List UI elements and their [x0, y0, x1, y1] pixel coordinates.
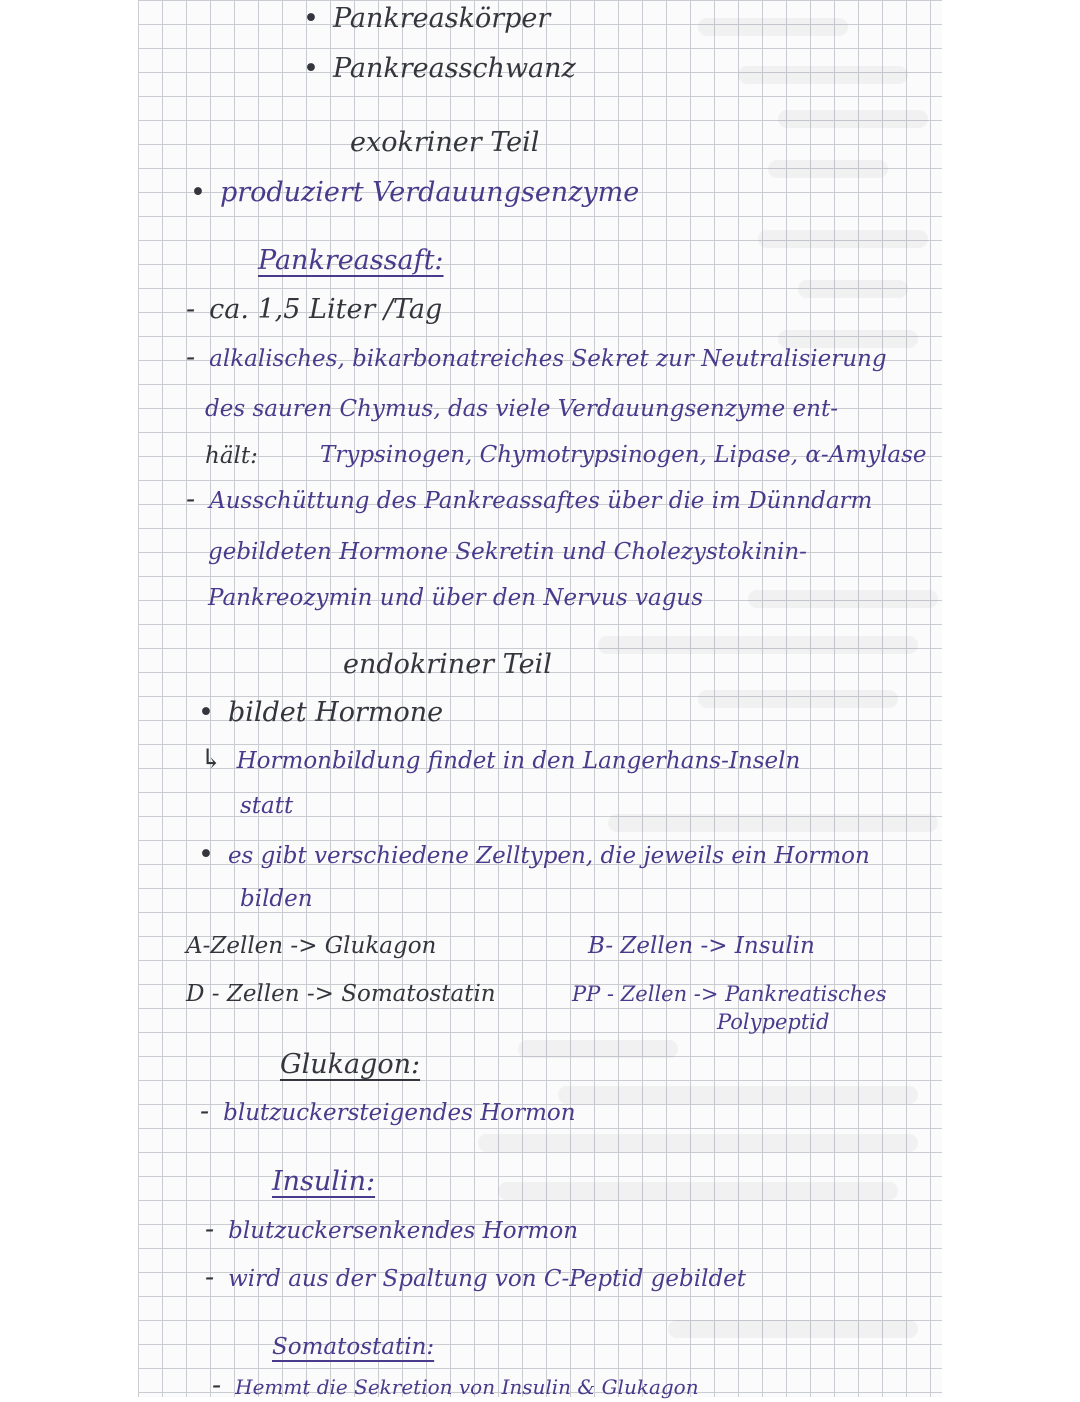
item-text: Hormonbildung findet in den Langerhans-Inseln: [236, 748, 801, 774]
dash-item: [200, 1097, 576, 1128]
cell-type-a: A-Zellen -> Glukagon: [186, 933, 437, 959]
dash-mark: -: [205, 1214, 215, 1245]
bullet-mark: •: [198, 697, 214, 728]
enzyme-list: Trypsinogen, Chymotrypsinogen, Lipase, α-Amylase: [320, 442, 927, 468]
bullet-item: [303, 4, 550, 34]
dash-mark: -: [186, 294, 196, 325]
dash-item: [186, 295, 442, 325]
item-text: Hemmt die Sekretion von Insulin & Glukagon: [235, 1375, 699, 1399]
text-line: gebildeten Hormone Sekretin und Cholezystokinin-: [208, 539, 807, 565]
cell-type-b: B- Zellen -> Insulin: [588, 933, 815, 959]
bullet-text: produziert Verdauungsenzyme: [219, 177, 640, 208]
dash-mark: -: [212, 1370, 222, 1401]
bullet-mark: •: [303, 53, 319, 84]
dash-item: [186, 485, 872, 516]
text-line: bilden: [240, 886, 313, 912]
section-title-endokrin: endokriner Teil: [343, 649, 552, 680]
dash-mark: -: [186, 484, 196, 515]
heading-somatostatin: Somatostatin:: [272, 1334, 435, 1360]
bullet-item: [198, 840, 870, 871]
section-title-exokrin: exokriner Teil: [350, 127, 540, 158]
heading-pankreassaft: Pankreassaft:: [258, 245, 444, 276]
dash-item: [212, 1371, 699, 1402]
bullet-text: es gibt verschiedene Zelltypen, die jeweils ein Hormon: [227, 843, 870, 869]
bullet-text: Pankreaskörper: [332, 3, 551, 34]
cell-type-d: D - Zellen -> Somatostatin: [186, 981, 496, 1007]
bullet-text: bildet Hormone: [227, 697, 444, 728]
bullet-text: Pankreasschwanz: [332, 53, 576, 84]
heading-glukagon: Glukagon:: [280, 1049, 421, 1080]
item-text: ca. 1,5 Liter /Tag: [209, 294, 443, 325]
dash-mark: -: [186, 342, 196, 373]
arrow-item: [200, 745, 800, 776]
dash-item: [205, 1215, 578, 1246]
text-line: Pankreozymin und über den Nervus vagus: [208, 585, 704, 611]
text-line: hält:: [205, 443, 258, 469]
item-text: blutzuckersenkendes Hormon: [228, 1218, 579, 1244]
dash-item: [205, 1263, 746, 1294]
item-text: alkalisches, bikarbonatreiches Sekret zur Neutralisierung: [209, 346, 887, 372]
text-line: statt: [240, 793, 294, 819]
bullet-item: [190, 178, 639, 208]
return-arrow-icon: ↳: [200, 744, 223, 775]
bullet-mark: •: [190, 177, 206, 208]
cell-type-pp: PP - Zellen -> Pankreatisches: [572, 982, 887, 1006]
bullet-mark: •: [303, 3, 319, 34]
text-line: des sauren Chymus, das viele Verdauungsenzyme ent-: [205, 396, 838, 422]
bullet-mark: •: [198, 839, 214, 870]
item-text: wird aus der Spaltung von C-Peptid gebildet: [228, 1266, 747, 1292]
bullet-item: [303, 54, 576, 84]
item-text: blutzuckersteigendes Hormon: [223, 1100, 576, 1126]
heading-insulin: Insulin:: [272, 1166, 376, 1197]
dash-mark: -: [200, 1096, 210, 1127]
cell-type-pp-cont: Polypeptid: [717, 1010, 830, 1034]
bullet-item: [198, 698, 443, 728]
dash-item: [186, 343, 887, 374]
dash-mark: -: [205, 1262, 215, 1293]
item-text: Ausschüttung des Pankreassaftes über die im Dünndarm: [209, 488, 873, 514]
